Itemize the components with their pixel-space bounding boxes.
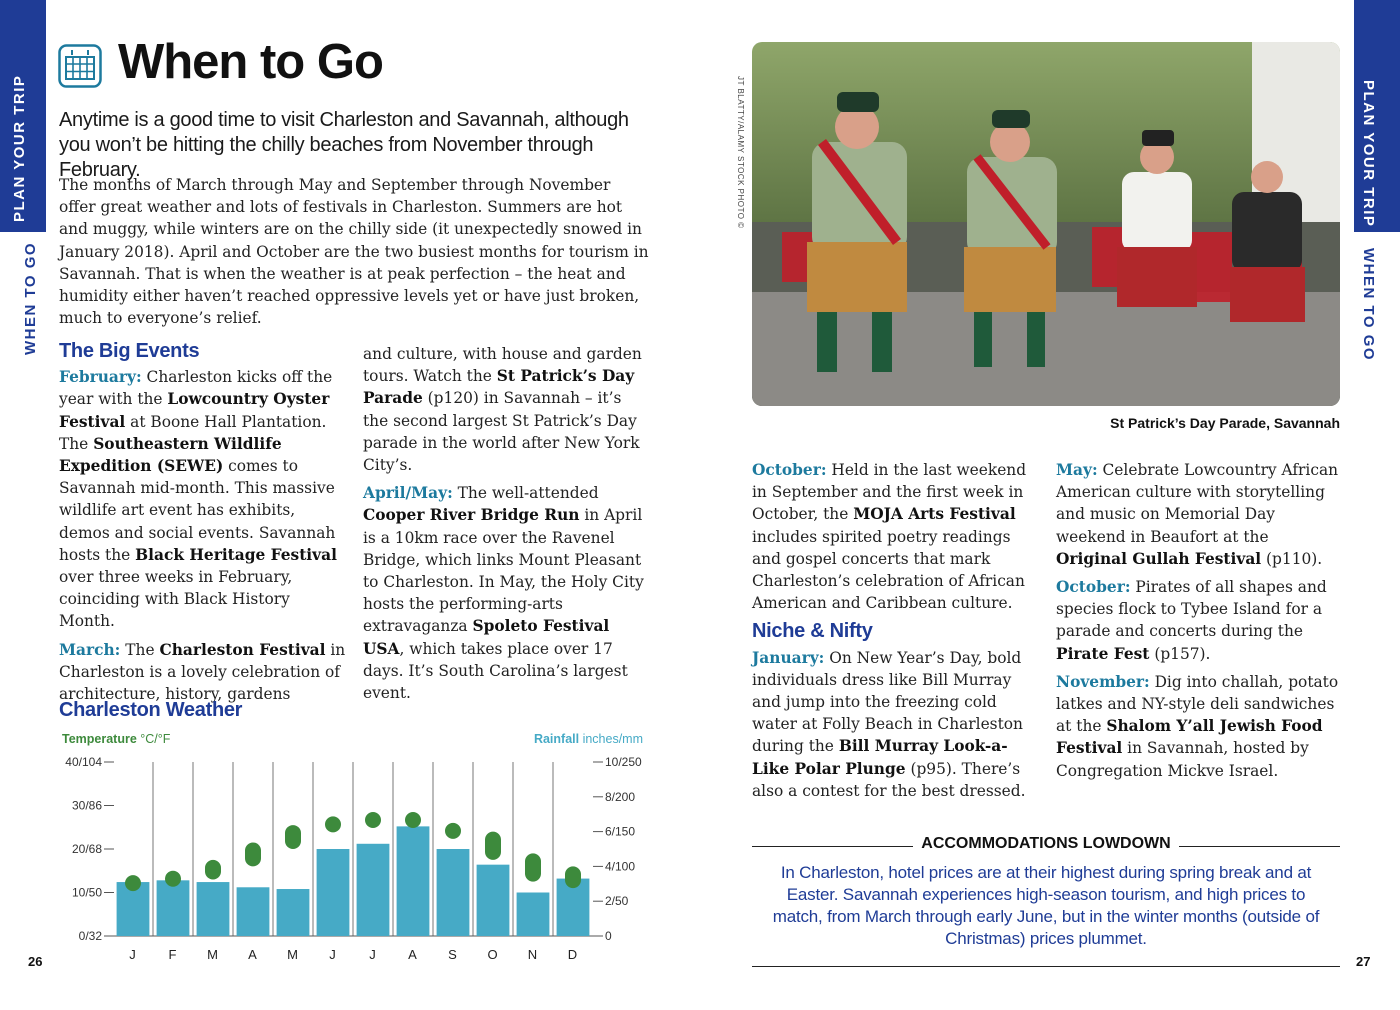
event-march-cont: and culture, with house and garden tours. Watch the St Patrick’s Day Parade (p120) in Savannah – it’s the second largest St Patrick’s Day parade in the world after New York City’s. — [363, 345, 642, 475]
temperature-range-mark — [165, 871, 181, 887]
temperature-range-mark — [405, 812, 421, 828]
rain-tick-label: 2/50 — [605, 894, 629, 909]
niche-heading: Niche & Nifty — [752, 620, 873, 643]
month-label: N — [527, 947, 539, 962]
event-april-may: April/May: The well-attended Cooper River Bridge Run in April is a 10km race over the Ravenel Bridge, which links Mount Pleasant to Charleston. In May, the Holy City hosts the performing-arts extravaganza Spoleto Festival USA, which takes place over 17 days. It’s South Carolina’s largest event. — [363, 484, 644, 703]
big-events-heading: The Big Events — [59, 340, 200, 362]
rainfall-bar — [397, 826, 430, 936]
event-october: October: Held in the last weekend in September and the first week in October, the MOJA Arts Festival includes spirited poetry readings and gospel concerts that mark Charleston’s celebration of African American and Caribbean culture. — [752, 461, 1027, 613]
rain-tick-label: 10/250 — [605, 755, 642, 769]
weather-chart — [58, 726, 648, 966]
month-label: M — [207, 947, 219, 962]
rainfall-bar — [357, 844, 390, 936]
temperature-range-mark — [325, 816, 341, 832]
niche-may: May: Celebrate Lowcountry African American culture with storytelling and music on Memorial Day weekend in Beaufort at the Original Gullah Festival (p110). — [1056, 461, 1339, 568]
page-number-right: 27 — [1356, 954, 1371, 969]
month-label: O — [487, 947, 499, 962]
temperature-range-mark — [365, 812, 381, 828]
temperature-range-mark — [565, 866, 581, 888]
right-col-2 — [1056, 459, 1344, 788]
niche-november: November: Dig into challah, potato latkes and NY-style deli sandwiches at the Shalom Y’all Jewish Food Festival in Savannah, hosted by Congregation Mickve Israel. — [1056, 672, 1339, 780]
temperature-range-mark — [125, 875, 141, 891]
accommodations-heading: ACCOMMODATIONS LOWDOWN — [752, 835, 1340, 853]
temperature-range-mark — [245, 842, 261, 866]
page-number-left: 26 — [28, 954, 43, 969]
rain-tick-label: 6/150 — [605, 824, 636, 839]
side-tab-right-label: PLAN YOUR TRIP — [1360, 80, 1377, 228]
month-label: J — [369, 947, 377, 962]
accommodations-body: In Charleston, hotel prices are at their highest during spring break and at Easter. Savannah experiences high-season tourism, and high prices to match, from March through early June, but in the winter months (outside of Christmas) prices plummet. — [772, 863, 1320, 948]
month-label: M — [287, 947, 299, 962]
niche-january: January: On New Year’s Day, bold individuals dress like Bill Murray and jump into the freezing cold water at Folly Beach in Charleston during the Bill Murray Look-a-Like Polar Plunge (p95). There’s also a contest for the best dressed. — [752, 648, 1026, 800]
lead-paragraph: Anytime is a good time to visit Charleston and Savannah, although you won’t be hitting the chilly beaches from November through February. — [59, 109, 629, 181]
march-text-a: in Charleston is a lovely celebration of architecture, history, gardens — [59, 640, 346, 704]
month-label: A — [248, 947, 258, 962]
rainfall-bar — [277, 889, 310, 936]
side-tab-left-sublabel: WHEN TO GO — [22, 241, 39, 355]
month-label: D — [567, 947, 579, 962]
month-label: F — [168, 947, 178, 962]
rainfall-bar — [317, 849, 350, 936]
temp-tick-label: 20/68 — [71, 842, 102, 856]
rainfall-bar — [157, 880, 190, 936]
month-label: J — [329, 947, 337, 962]
temperature-range-mark — [445, 823, 461, 839]
rainfall-bar — [437, 849, 470, 936]
page-title: When to Go — [118, 35, 383, 89]
month-label: A — [408, 947, 418, 962]
niche-october: October: Pirates of all shapes and species flock to Tybee Island for a parade and concerts during the Pirate Fest (p157). — [1056, 578, 1327, 663]
photo-credit: JT BLATTY/ALAMY STOCK PHOTO © — [736, 76, 745, 229]
intro-paragraph: The months of March through May and September through November offer great weather and lots of festivals in Charleston. Summers are hot and muggy, while winters are on the chilly side (it unexpectedly snowed in January 2018). April and October are the two busiest months for tourism in Savannah. That is when the weather is at peak perfection – the heat and humidity either haven’t reached oppressive levels yet or have just broken, much to everyone’s relief. — [59, 176, 649, 328]
side-tab-left-label: PLAN YOUR TRIP — [11, 74, 28, 222]
temp-tick-label: 10/50 — [71, 885, 102, 900]
event-february: February: Charleston kicks off the year with the Lowcountry Oyster Festival at Boone Hall Plantation. The Southeastern Wildlife Expedition (SEWE) comes to Savannah mid-month. This massive wildlife art event has exhibits, demos and social events. Savannah hosts the Black Heritage Festival over three weeks in February, coinciding with Black History Month. — [59, 368, 337, 631]
month-label: S — [448, 947, 458, 962]
temperature-range-mark — [205, 860, 221, 880]
temp-tick-label: 0/32 — [78, 929, 102, 943]
temp-tick-label: 40/104 — [65, 755, 102, 769]
month-label: J — [129, 947, 137, 962]
rain-tick-label: 4/100 — [605, 859, 636, 874]
big-events-col-2 — [363, 343, 648, 710]
chart-title: Charleston Weather — [59, 699, 243, 721]
rain-tick-label: 8/200 — [605, 789, 636, 804]
temperature-range-mark — [285, 825, 301, 849]
rainfall-bar — [237, 887, 270, 936]
temperature-range-mark — [485, 832, 501, 860]
temp-tick-label: 30/86 — [71, 798, 102, 813]
rainfall-bar — [517, 893, 550, 937]
side-tab-right-sublabel: WHEN TO GO — [1360, 248, 1377, 362]
parade-photo — [752, 42, 1340, 406]
rainfall-axis-label: Rainfall inches/mm — [533, 732, 643, 746]
photo-caption: St Patrick’s Day Parade, Savannah — [1110, 415, 1340, 431]
right-col-1 — [752, 459, 1037, 808]
temperature-range-mark — [525, 853, 541, 881]
rain-tick-label: 0 — [605, 929, 612, 943]
rainfall-bar — [477, 865, 510, 936]
calendar-icon — [58, 44, 102, 88]
temperature-axis-label: Temperature °C/°F — [62, 732, 171, 746]
box-bottom-rule — [752, 966, 1340, 967]
rainfall-bar — [197, 882, 230, 936]
big-events-col-1 — [59, 340, 349, 711]
event-march: March: The Charleston Festival in Charleston is a lovely celebration of architecture, history, gardens — [59, 640, 346, 704]
